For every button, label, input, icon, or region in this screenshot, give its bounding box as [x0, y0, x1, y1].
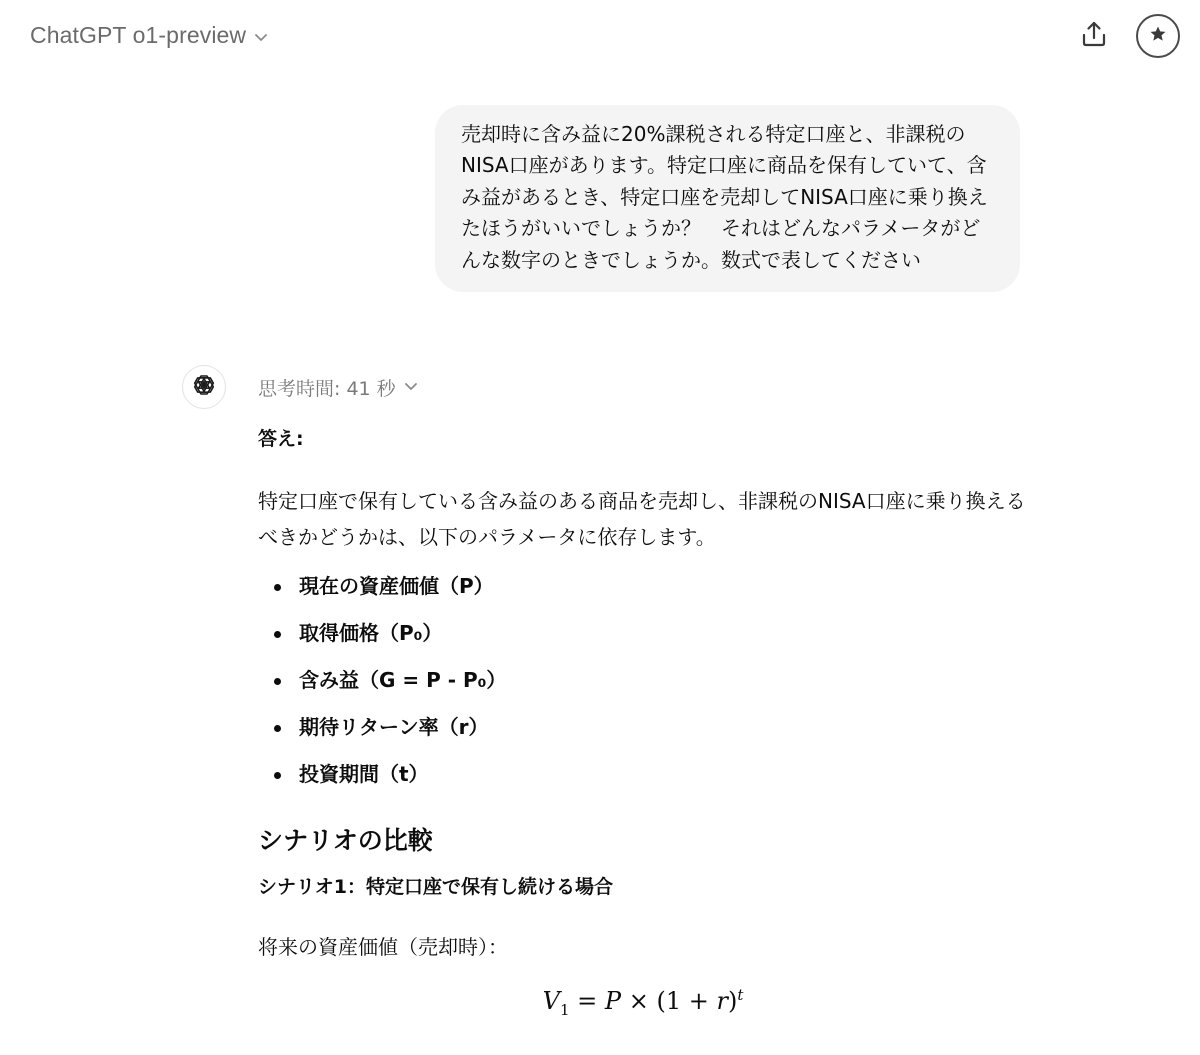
bullet-icon	[274, 584, 281, 591]
list-item	[258, 610, 1028, 657]
formula-times: ×	[628, 987, 649, 1015]
formula-p: P	[604, 987, 622, 1015]
bullet-icon	[274, 772, 281, 779]
formula-r: r	[716, 987, 728, 1015]
list-item	[258, 657, 1028, 704]
bullet-icon	[274, 678, 281, 685]
openai-logo-icon	[191, 372, 217, 402]
list-item-label: 投資期間（t）	[299, 762, 429, 786]
formula-equals: =	[577, 987, 598, 1015]
list-item-label: 含み益（G = P - P₀）	[299, 668, 507, 692]
list-item	[258, 563, 1028, 610]
share-icon	[1080, 20, 1108, 52]
list-item	[258, 751, 1028, 798]
parameter-list	[258, 563, 1028, 798]
answer-label: 答え:	[258, 428, 304, 450]
future-value-label: 将来の資産価値（売却時）：	[258, 935, 508, 959]
formula	[258, 986, 1028, 1019]
bullet-icon	[274, 631, 281, 638]
formula-exponent: t	[737, 986, 744, 1004]
scenario-heading: シナリオ1：特定口座で保有し続ける場合	[258, 876, 614, 898]
chevron-down-icon	[404, 378, 418, 397]
list-item-label: 取得価格（P₀）	[299, 621, 443, 645]
assistant-avatar	[182, 365, 226, 409]
thinking-toggle[interactable]	[258, 372, 1028, 402]
model-selector[interactable]	[30, 22, 268, 49]
list-item	[258, 704, 1028, 751]
star-icon	[1149, 25, 1167, 47]
formula-paren: (1 +	[656, 987, 717, 1015]
list-item-label: 期待リターン率（r）	[299, 715, 489, 739]
formula-lhs-var: V	[542, 987, 560, 1015]
header-actions	[1072, 14, 1180, 58]
intro-paragraph: 特定口座で保有している含み益のある商品を売却し、非課税のNISA口座に乗り換えるべきかどうかは、以下のパラメータに依存します。	[258, 489, 1026, 549]
user-message-bubble: 売却時に含み益に20%課税される特定口座と、非課税のNISA口座があります。特定口座に商品を保有していて、含み益があるとき、特定口座を売却してNISA口座に乗り換えたほうがいいでしょうか？ それはどんなパラメータがどんな数字のときでしょうか。数式で表してください	[435, 105, 1020, 292]
assistant-message	[258, 372, 1028, 1019]
formula-lhs-sub: 1	[559, 1000, 570, 1019]
thinking-time-label: 思考時間: 41 秒	[258, 377, 396, 400]
share-button[interactable]	[1072, 14, 1116, 58]
user-avatar[interactable]	[1136, 14, 1180, 58]
chevron-down-icon	[254, 29, 268, 43]
model-name: ChatGPT o1-preview	[30, 22, 247, 48]
formula-close: )	[727, 987, 738, 1015]
section-heading: シナリオの比較	[258, 826, 433, 855]
list-item-label: 現在の資産価値（P）	[299, 574, 494, 598]
bullet-icon	[274, 725, 281, 732]
